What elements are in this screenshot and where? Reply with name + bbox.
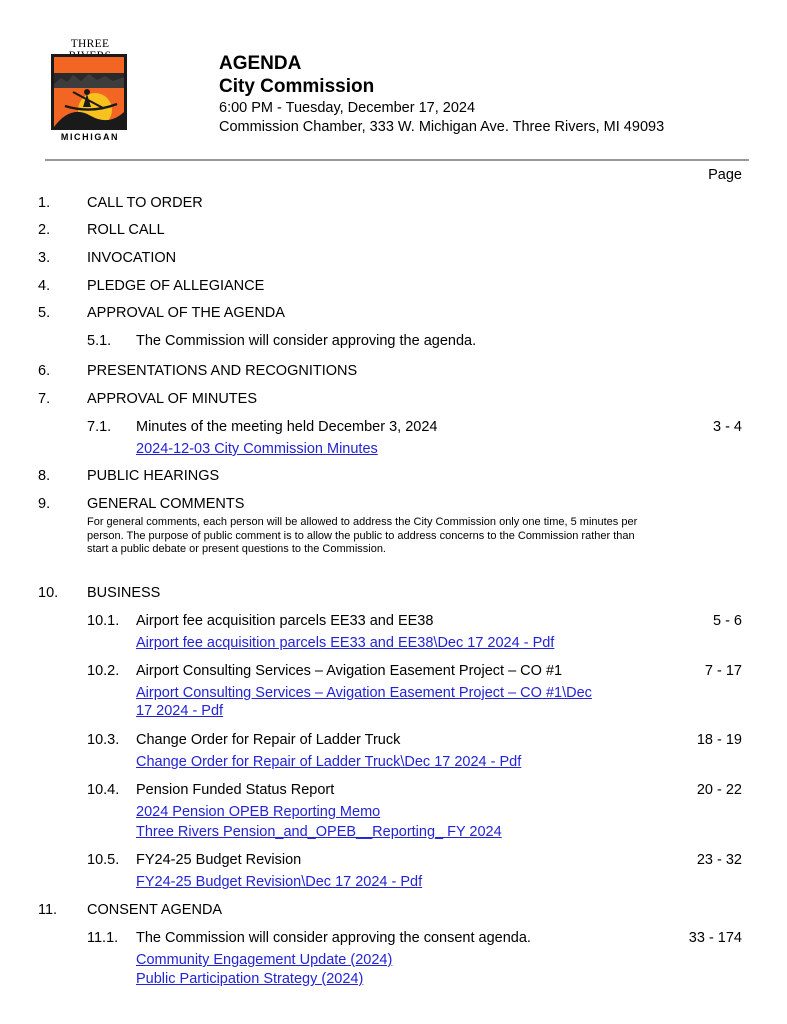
page-range: 20 - 22 — [696, 782, 742, 798]
subitem-title: Airport Consulting Services – Avigation Easement Project – CO #1 — [136, 663, 563, 679]
body-name: City Commission — [219, 76, 375, 97]
subitem-number: 7.1. — [87, 419, 112, 435]
subitem-number: 10.4. — [87, 782, 120, 798]
attachment-link[interactable]: Change Order for Repair of Ladder Truck\Dec 17 2024 - Pdf — [136, 754, 522, 770]
item-number: 10. — [38, 585, 59, 601]
kayaker-logo-icon — [51, 54, 127, 130]
item-number: 4. — [38, 278, 51, 294]
attachment-link[interactable]: 2024-12-03 City Commission Minutes — [136, 441, 378, 457]
item-number: 5. — [38, 305, 51, 321]
subitem-number: 10.3. — [87, 732, 120, 748]
page-range: 5 - 6 — [712, 613, 742, 629]
page-column-header: Page — [708, 167, 742, 183]
page-range: 7 - 17 — [704, 663, 742, 679]
item-title: ROLL CALL — [87, 222, 165, 238]
item-title: PUBLIC HEARINGS — [87, 468, 220, 484]
attachment-link[interactable]: Public Participation Strategy (2024) — [136, 971, 364, 987]
subitem-number: 10.5. — [87, 852, 120, 868]
meeting-datetime: 6:00 PM - Tuesday, December 17, 2024 — [219, 100, 476, 116]
subitem-title: The Commission will consider approving the agenda. — [136, 333, 477, 349]
subitem-title: The Commission will consider approving the consent agenda. — [136, 930, 531, 946]
item-number: 6. — [38, 363, 51, 379]
page-range: 3 - 4 — [712, 419, 742, 435]
item-title: GENERAL COMMENTS — [87, 496, 245, 512]
subitem-title: Pension Funded Status Report — [136, 782, 335, 798]
subitem-title: Airport fee acquisition parcels EE33 and EE38 — [136, 613, 434, 629]
item-title: PLEDGE OF ALLEGIANCE — [87, 278, 265, 294]
item-number: 3. — [38, 250, 51, 266]
attachment-link[interactable]: Airport Consulting Services – Avigation Easement Project – CO #1\Dec — [136, 685, 592, 701]
subitem-number: 11.1. — [87, 930, 119, 946]
item-number: 11. — [38, 902, 58, 918]
item-number: 1. — [38, 195, 51, 211]
page-range: 18 - 19 — [696, 732, 742, 748]
logo-top-text: THREE — [70, 38, 110, 50]
item-title: CALL TO ORDER — [87, 195, 203, 211]
attachment-link[interactable]: Three Rivers Pension_and_OPEB__Reporting_ FY 2024 — [136, 824, 502, 840]
item-title: INVOCATION — [87, 250, 177, 266]
item-title: PRESENTATIONS AND RECOGNITIONS — [87, 363, 358, 379]
page-range: 33 - 174 — [688, 930, 742, 946]
logo-bottom-text: MICHIGAN — [60, 132, 120, 142]
item-number: 9. — [38, 496, 51, 512]
general-comments-note: For general comments, each person will be allowed to address the City Commission only one time, 5 minutes per person. The purpose of public comment is to allow the public to address concerns to the Commission rather than start a public debate or present questions to the Commission. — [87, 516, 638, 555]
header-divider — [45, 159, 749, 161]
item-title: BUSINESS — [87, 585, 161, 601]
item-number: 2. — [38, 222, 51, 238]
meeting-location: Commission Chamber, 333 W. Michigan Ave. Three Rivers, MI 49093 — [219, 119, 665, 135]
item-title: CONSENT AGENDA — [87, 902, 223, 918]
subitem-title: Minutes of the meeting held December 3, 2024 — [136, 419, 438, 435]
attachment-link[interactable]: 2024 Pension OPEB Reporting Memo — [136, 804, 381, 820]
item-title: APPROVAL OF MINUTES — [87, 391, 257, 407]
subitem-number: 5.1. — [87, 333, 112, 349]
attachment-link[interactable]: FY24-25 Budget Revision\Dec 17 2024 - Pdf — [136, 874, 423, 890]
item-number: 8. — [38, 468, 51, 484]
attachment-link[interactable]: Airport fee acquisition parcels EE33 and EE38\Dec 17 2024 - Pdf — [136, 635, 555, 651]
item-title: APPROVAL OF THE AGENDA — [87, 305, 285, 321]
subitem-number: 10.2. — [87, 663, 120, 679]
attachment-link-continued[interactable]: 17 2024 - Pdf — [136, 703, 224, 719]
agenda-header — [219, 53, 664, 137]
page-range: 23 - 32 — [696, 852, 742, 868]
attachment-link[interactable]: Community Engagement Update (2024) — [136, 952, 393, 968]
subitem-title: FY24-25 Budget Revision — [136, 852, 302, 868]
subitem-number: 10.1. — [87, 613, 120, 629]
subitem-title: Change Order for Repair of Ladder Truck — [136, 732, 401, 748]
item-number: 7. — [38, 391, 51, 407]
agenda-title: AGENDA — [219, 53, 302, 74]
three-rivers-logo — [49, 38, 131, 148]
